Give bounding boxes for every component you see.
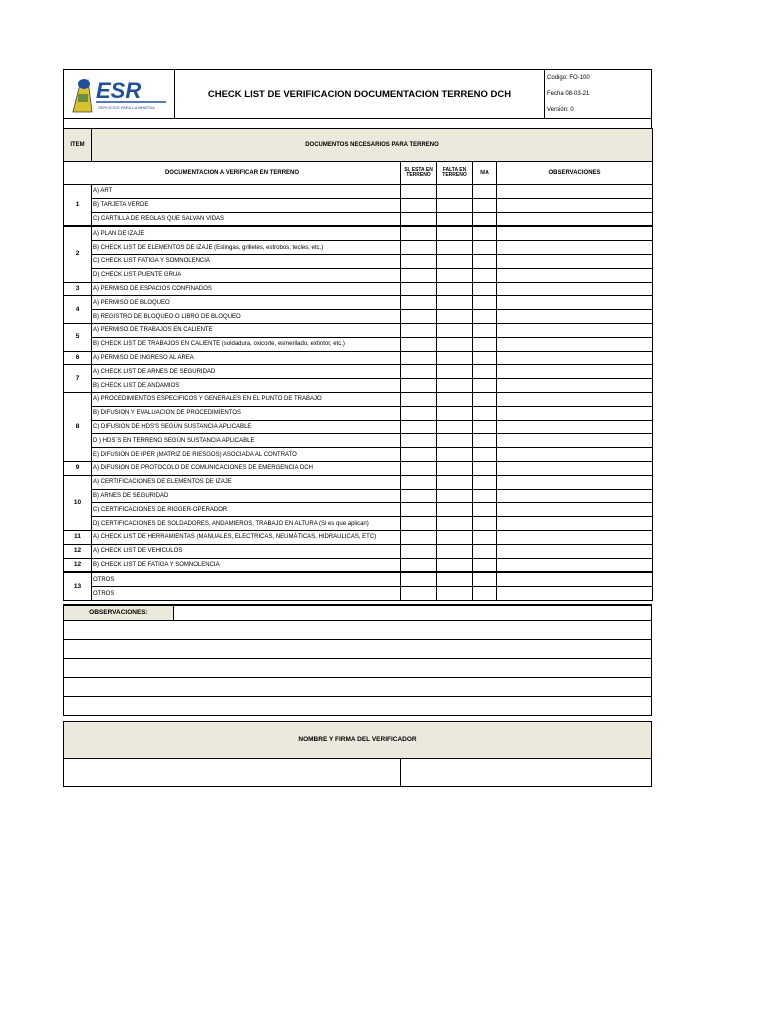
document-label: OTROS xyxy=(92,572,401,586)
form-code: Codigo: FO-100 xyxy=(547,75,590,81)
na-cell[interactable] xyxy=(473,448,497,462)
document-label: B) CHECK LIST DE ANDAMIOS xyxy=(92,379,401,393)
table-row xyxy=(64,310,653,324)
table-row xyxy=(64,475,653,489)
na-cell[interactable] xyxy=(473,198,497,212)
document-label: C) DIFUSION DE HDS'S SEGÚN SUSTANCIA APLICABLE xyxy=(92,420,401,434)
observation-cell[interactable] xyxy=(497,254,653,268)
table-row xyxy=(64,212,653,226)
si-cell[interactable] xyxy=(401,379,437,393)
table-row xyxy=(64,241,653,255)
si-cell[interactable] xyxy=(401,212,437,226)
na-cell[interactable] xyxy=(473,282,497,296)
observation-line[interactable] xyxy=(63,659,652,678)
na-cell[interactable] xyxy=(473,254,497,268)
observation-cell[interactable] xyxy=(497,212,653,226)
observation-cell[interactable] xyxy=(497,587,653,601)
verifier-name-field[interactable] xyxy=(64,759,401,786)
observations-label: OBSERVACIONES: xyxy=(64,606,174,620)
company-logo xyxy=(64,70,175,118)
si-cell[interactable] xyxy=(401,517,437,531)
form-header xyxy=(63,69,652,119)
table-row xyxy=(64,365,653,379)
falta-cell[interactable] xyxy=(437,212,473,226)
document-label: A) CHECK LIST DE HERRAMIENTAS (MANUALES, ELECTRICAS, NEUMÁTICAS, HIDRAULICAS, ETC) xyxy=(92,530,401,544)
observation-line[interactable] xyxy=(63,678,652,697)
document-label: A) CERTIFICACIONES DE ELEMENTOS DE IZAJE xyxy=(92,475,401,489)
si-cell[interactable] xyxy=(401,406,437,420)
observation-cell[interactable] xyxy=(497,337,653,351)
observation-cell[interactable] xyxy=(497,406,653,420)
item-number: 5 xyxy=(64,323,92,351)
na-cell[interactable] xyxy=(473,365,497,379)
si-cell[interactable] xyxy=(401,365,437,379)
observation-cell[interactable] xyxy=(497,323,653,337)
document-label: A) PERMISO DE TRABAJOS EN CALIENTE xyxy=(92,323,401,337)
falta-cell[interactable] xyxy=(437,310,473,324)
falta-cell[interactable] xyxy=(437,448,473,462)
item-number: 12 xyxy=(64,544,92,558)
si-cell[interactable] xyxy=(401,448,437,462)
na-cell[interactable] xyxy=(473,461,497,475)
table-row xyxy=(64,198,653,212)
document-label: B) CHECK LIST DE FATIGA Y SOMNOLENCIA xyxy=(92,558,401,572)
observation-cell[interactable] xyxy=(497,475,653,489)
falta-cell[interactable] xyxy=(437,254,473,268)
table-row xyxy=(64,351,653,365)
observation-cell[interactable] xyxy=(497,544,653,558)
table-row xyxy=(64,530,653,544)
table-row xyxy=(64,448,653,462)
si-cell[interactable] xyxy=(401,434,437,448)
svg-text:ESR: ESR xyxy=(96,78,142,103)
document-label: B) CHECK LIST DE ELEMENTOS DE IZAJE (Eslingas, grilletes, estrobos, tecles, etc.) xyxy=(92,241,401,255)
falta-cell[interactable] xyxy=(437,558,473,572)
document-label: B) REGISTRO DE BLOQUEO O LIBRO DE BLOQUEO xyxy=(92,310,401,324)
observation-cell[interactable] xyxy=(497,503,653,517)
item-number: 13 xyxy=(64,572,92,600)
falta-cell[interactable] xyxy=(437,351,473,365)
observation-cell[interactable] xyxy=(497,185,653,199)
observation-cell[interactable] xyxy=(497,572,653,586)
observation-cell[interactable] xyxy=(497,351,653,365)
si-cell[interactable] xyxy=(401,198,437,212)
col-doc-header: DOCUMENTACION A VERIFICAR EN TERRENO xyxy=(64,162,401,185)
si-cell[interactable] xyxy=(401,461,437,475)
observation-cell[interactable] xyxy=(497,448,653,462)
observation-cell[interactable] xyxy=(497,530,653,544)
falta-cell[interactable] xyxy=(437,503,473,517)
observation-cell[interactable] xyxy=(497,392,653,406)
document-label: B) CHECK LIST DE TRABAJOS EN CALIENTE (soldadura, oxicorte, esmerilado, extintor, etc.) xyxy=(92,337,401,351)
na-cell[interactable] xyxy=(473,420,497,434)
col-na-header: N/A xyxy=(473,162,497,185)
item-number: 10 xyxy=(64,475,92,530)
table-row xyxy=(64,392,653,406)
falta-cell[interactable] xyxy=(437,475,473,489)
table-row xyxy=(64,323,653,337)
table-row xyxy=(64,296,653,310)
si-cell[interactable] xyxy=(401,337,437,351)
form-title: CHECK LIST DE VERIFICACION DOCUMENTACION TERRENO DCH xyxy=(175,70,545,118)
table-row xyxy=(64,282,653,296)
signature-label: NOMBRE Y FIRMA DEL VERIFICADOR xyxy=(63,721,652,759)
col-falta-header: FALTA EN TERRENO xyxy=(437,162,473,185)
na-cell[interactable] xyxy=(473,268,497,282)
table-row xyxy=(64,420,653,434)
observation-cell[interactable] xyxy=(497,241,653,255)
table-row xyxy=(64,185,653,199)
na-cell[interactable] xyxy=(473,296,497,310)
na-cell[interactable] xyxy=(473,337,497,351)
falta-cell[interactable] xyxy=(437,572,473,586)
falta-cell[interactable] xyxy=(437,530,473,544)
si-cell[interactable] xyxy=(401,544,437,558)
observations-input[interactable] xyxy=(174,606,651,620)
si-cell[interactable] xyxy=(401,310,437,324)
col-si-header: SI, ESTA EN TERRENO xyxy=(401,162,437,185)
falta-cell[interactable] xyxy=(437,185,473,199)
na-cell[interactable] xyxy=(473,489,497,503)
table-row xyxy=(64,434,653,448)
checklist-form xyxy=(63,69,652,787)
item-header: ITEM xyxy=(64,129,92,162)
table-row xyxy=(64,587,653,601)
si-cell[interactable] xyxy=(401,323,437,337)
table-row xyxy=(64,544,653,558)
table-row xyxy=(64,461,653,475)
observations-section xyxy=(63,604,652,716)
item-number: 4 xyxy=(64,296,92,324)
section-title: DOCUMENTOS NECESARIOS PARA TERRENO xyxy=(92,129,653,162)
observation-line[interactable] xyxy=(63,621,652,640)
observation-cell[interactable] xyxy=(497,420,653,434)
item-number: 12 xyxy=(64,558,92,572)
si-cell[interactable] xyxy=(401,420,437,434)
section-band xyxy=(64,129,653,162)
si-cell[interactable] xyxy=(401,282,437,296)
document-label: A) PROCEDIMIENTOS ESPECIFICOS Y GENERALES EN EL PUNTO DE TRABAJO xyxy=(92,392,401,406)
falta-cell[interactable] xyxy=(437,198,473,212)
document-label: A) PERMISO DE INGRESO AL AREA xyxy=(92,351,401,365)
document-label: B) ARNES DE SEGURIDAD xyxy=(92,489,401,503)
table-row xyxy=(64,337,653,351)
si-cell[interactable] xyxy=(401,351,437,365)
si-cell[interactable] xyxy=(401,268,437,282)
falta-cell[interactable] xyxy=(437,226,473,240)
observation-cell[interactable] xyxy=(497,282,653,296)
na-cell[interactable] xyxy=(473,351,497,365)
na-cell[interactable] xyxy=(473,475,497,489)
na-cell[interactable] xyxy=(473,323,497,337)
item-number: 3 xyxy=(64,282,92,296)
item-number: 11 xyxy=(64,530,92,544)
na-cell[interactable] xyxy=(473,185,497,199)
table-row xyxy=(64,268,653,282)
falta-cell[interactable] xyxy=(437,434,473,448)
document-label: D) CERTIFICACIONES DE SOLDADORES, ANDAMIEROS, TRABAJO EN ALTURA (Si es que aplican) xyxy=(92,517,401,531)
observation-cell[interactable] xyxy=(497,461,653,475)
si-cell[interactable] xyxy=(401,572,437,586)
table-row xyxy=(64,379,653,393)
si-cell[interactable] xyxy=(401,296,437,310)
falta-cell[interactable] xyxy=(437,406,473,420)
svg-text:SERVICIOS PARA LA MINERIA: SERVICIOS PARA LA MINERIA xyxy=(98,105,155,110)
header-spacer xyxy=(63,119,652,128)
na-cell[interactable] xyxy=(473,434,497,448)
si-cell[interactable] xyxy=(401,530,437,544)
document-label: C) CHECK LIST FATIGA Y SOMNOLENCIA xyxy=(92,254,401,268)
observation-cell[interactable] xyxy=(497,434,653,448)
falta-cell[interactable] xyxy=(437,489,473,503)
na-cell[interactable] xyxy=(473,503,497,517)
si-cell[interactable] xyxy=(401,489,437,503)
item-number: 2 xyxy=(64,226,92,282)
item-number: 7 xyxy=(64,365,92,393)
falta-cell[interactable] xyxy=(437,461,473,475)
si-cell[interactable] xyxy=(401,475,437,489)
observation-cell[interactable] xyxy=(497,379,653,393)
observation-cell[interactable] xyxy=(497,558,653,572)
observation-cell[interactable] xyxy=(497,365,653,379)
falta-cell[interactable] xyxy=(437,241,473,255)
table-row xyxy=(64,489,653,503)
form-meta xyxy=(545,70,651,118)
na-cell[interactable] xyxy=(473,530,497,544)
observation-cell[interactable] xyxy=(497,310,653,324)
table-row xyxy=(64,558,653,572)
table-row xyxy=(64,226,653,240)
na-cell[interactable] xyxy=(473,406,497,420)
item-number: 6 xyxy=(64,351,92,365)
si-cell[interactable] xyxy=(401,185,437,199)
na-cell[interactable] xyxy=(473,212,497,226)
document-label: B) DIFUSION Y EVALUACION DE PROCEDIMIENTOS xyxy=(92,406,401,420)
signature-section xyxy=(63,721,652,787)
document-label: D) CHECK LIST PUENTE GRUA xyxy=(92,268,401,282)
falta-cell[interactable] xyxy=(437,323,473,337)
na-cell[interactable] xyxy=(473,587,497,601)
document-label: C) CARTILLA DE REGLAS QUE SALVAN VIDAS xyxy=(92,212,401,226)
verifier-signature-field[interactable] xyxy=(401,759,651,786)
form-date: Fecha 08-03-21 xyxy=(547,91,590,97)
si-cell[interactable] xyxy=(401,558,437,572)
table-row xyxy=(64,572,653,586)
observation-cell[interactable] xyxy=(497,296,653,310)
table-row xyxy=(64,406,653,420)
na-cell[interactable] xyxy=(473,572,497,586)
na-cell[interactable] xyxy=(473,379,497,393)
document-label: A) PLAN DE IZAJE xyxy=(92,226,401,240)
si-cell[interactable] xyxy=(401,503,437,517)
falta-cell[interactable] xyxy=(437,517,473,531)
table-row xyxy=(64,503,653,517)
table-row xyxy=(64,254,653,268)
na-cell[interactable] xyxy=(473,517,497,531)
na-cell[interactable] xyxy=(473,558,497,572)
column-header-row xyxy=(64,162,653,185)
falta-cell[interactable] xyxy=(437,392,473,406)
falta-cell[interactable] xyxy=(437,420,473,434)
observation-line[interactable] xyxy=(63,640,652,659)
document-label: A) PERMISO DE BLOQUEO xyxy=(92,296,401,310)
item-number: 1 xyxy=(64,185,92,227)
esr-logo-icon xyxy=(70,74,168,114)
falta-cell[interactable] xyxy=(437,379,473,393)
item-number: 8 xyxy=(64,392,92,461)
document-label: A) CHECK LIST DE VEHICULOS xyxy=(92,544,401,558)
falta-cell[interactable] xyxy=(437,587,473,601)
falta-cell[interactable] xyxy=(437,337,473,351)
document-label: D ) HDS´S EN TERRENO SEGÚN SUSTANCIA APLICABLE xyxy=(92,434,401,448)
observation-cell[interactable] xyxy=(497,517,653,531)
item-number: 9 xyxy=(64,461,92,475)
document-label: A) DIFUSION DE PROTOCOLO DE COMUNICACIONES DE EMERGENCIA DCH xyxy=(92,461,401,475)
document-label: A) CHECK LIST DE ARNES DE SEGURIDAD xyxy=(92,365,401,379)
falta-cell[interactable] xyxy=(437,365,473,379)
form-version: Versión: 0 xyxy=(547,107,574,113)
falta-cell[interactable] xyxy=(437,282,473,296)
na-cell[interactable] xyxy=(473,226,497,240)
checklist-table xyxy=(63,128,653,601)
na-cell[interactable] xyxy=(473,241,497,255)
observation-cell[interactable] xyxy=(497,226,653,240)
na-cell[interactable] xyxy=(473,310,497,324)
si-cell[interactable] xyxy=(401,241,437,255)
falta-cell[interactable] xyxy=(437,544,473,558)
document-label: OTROS xyxy=(92,587,401,601)
observation-cell[interactable] xyxy=(497,268,653,282)
document-label: A) ART xyxy=(92,185,401,199)
si-cell[interactable] xyxy=(401,226,437,240)
document-label: A) PERMISO DE ESPACIOS CONFINADOS xyxy=(92,282,401,296)
si-cell[interactable] xyxy=(401,254,437,268)
document-label: C) CERTIFICACIONES DE RIGGER-OPERADOR xyxy=(92,503,401,517)
na-cell[interactable] xyxy=(473,544,497,558)
falta-cell[interactable] xyxy=(437,296,473,310)
col-obs-header: OBSERVACIONES xyxy=(497,162,653,185)
si-cell[interactable] xyxy=(401,587,437,601)
table-row xyxy=(64,517,653,531)
si-cell[interactable] xyxy=(401,392,437,406)
observation-cell[interactable] xyxy=(497,489,653,503)
document-label: E) DIFUSION DE IPER (MATRIZ DE RIESGOS) ASOCIADA AL CONTRATO xyxy=(92,448,401,462)
na-cell[interactable] xyxy=(473,392,497,406)
document-label: B) TARJETA VERDE xyxy=(92,198,401,212)
observation-line[interactable] xyxy=(63,697,652,716)
falta-cell[interactable] xyxy=(437,268,473,282)
observation-cell[interactable] xyxy=(497,198,653,212)
